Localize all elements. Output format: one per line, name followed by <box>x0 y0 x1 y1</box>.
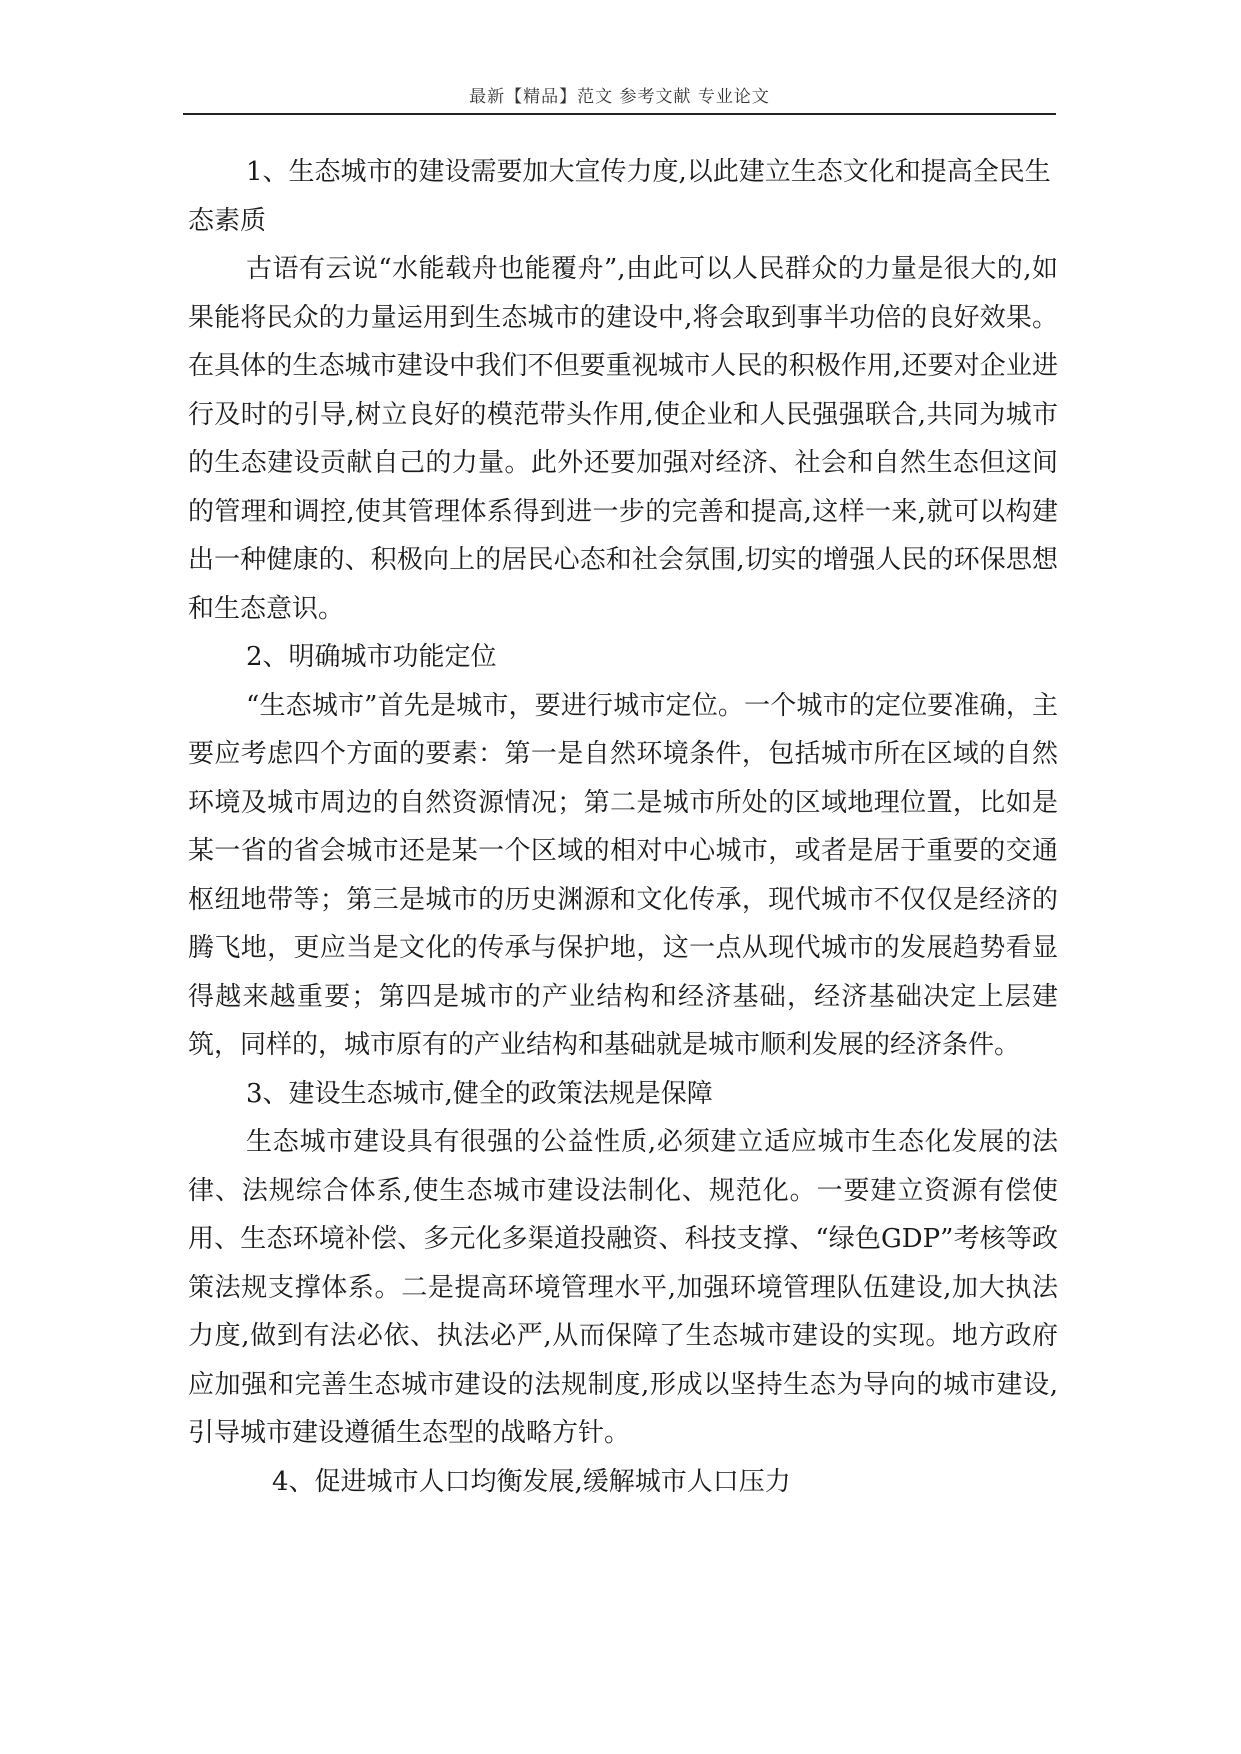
document-body <box>188 148 1058 1506</box>
section-heading-1: 1、生态城市的建设需要加大宣传力度,以此建立生态文化和提高全民生态素质 <box>188 157 1051 236</box>
body-paragraph-1: 古语有云说“水能载舟也能覆舟”,由此可以人民群众的力量是很大的,如果能将民众的力量运用到生态城市的建设中,将会取到事半功倍的良好效果。在具体的生态城市建设中我们不但要重视城市人民的积极作用,还要对企业进行及时的引导,树立良好的模范带头作用,使企业和人民强强联合,共同为城市的生态建设贡献自己的力量。此外还要加强对经济、社会和自然生态但这间的管理和调控,使其管理体系得到进一步的完善和提高,这样一来,就可以构建出一种健康的、积极向上的居民心态和社会氛围,切实的增强人民的环保思想和生态意识。 <box>188 254 1058 624</box>
header-divider <box>183 113 1056 115</box>
section-heading-2: 2、明确城市功能定位 <box>246 642 497 672</box>
section-heading-4: 4、促进城市人口均衡发展,缓解城市人口压力 <box>272 1466 791 1497</box>
section-heading-3: 3、建设生态城市,健全的政策法规是保障 <box>246 1078 713 1109</box>
body-paragraph-3: 生态城市建设具有很强的公益性质,必须建立适应城市生态化发展的法律、法规综合体系,使生态城市建设法制化、规范化。一要建立资源有偿使用、生态环境补偿、多元化多渠道投融资、科技支撑、“绿色GDP”考核等政策法规支撑体系。二是提高环境管理水平,加强环境管理队伍建设,加大执法力度,做到有法必依、执法必严,从而保障了生态城市建设的实现。地方政府应加强和完善生态城市建设的法规制度,形成以坚持生态为导向的城市建设,引导城市建设遵循生态型的战略方针。 <box>188 1127 1058 1448</box>
page-header: 最新【精品】范文 参考文献 专业论文 <box>469 87 770 107</box>
body-paragraph-2: “生态城市”首先是城市，要进行城市定位。一个城市的定位要准确，主要应考虑四个方面的要素：第一是自然环境条件，包括城市所在区域的自然环境及城市周边的自然资源情况；第二是城市所处的区域地理位置，比如是某一省的省会城市还是某一个区域的相对中心城市，或者是居于重要的交通枢纽地带等；第三是城市的历史渊源和文化传承，现代城市不仅仅是经济的腾飞地，更应当是文化的传承与保护地，这一点从现代城市的发展趋势看显得越来越重要；第四是城市的产业结构和经济基础，经济基础决定上层建筑，同样的，城市原有的产业结构和基础就是城市顺利发展的经济条件。 <box>188 690 1058 1060</box>
